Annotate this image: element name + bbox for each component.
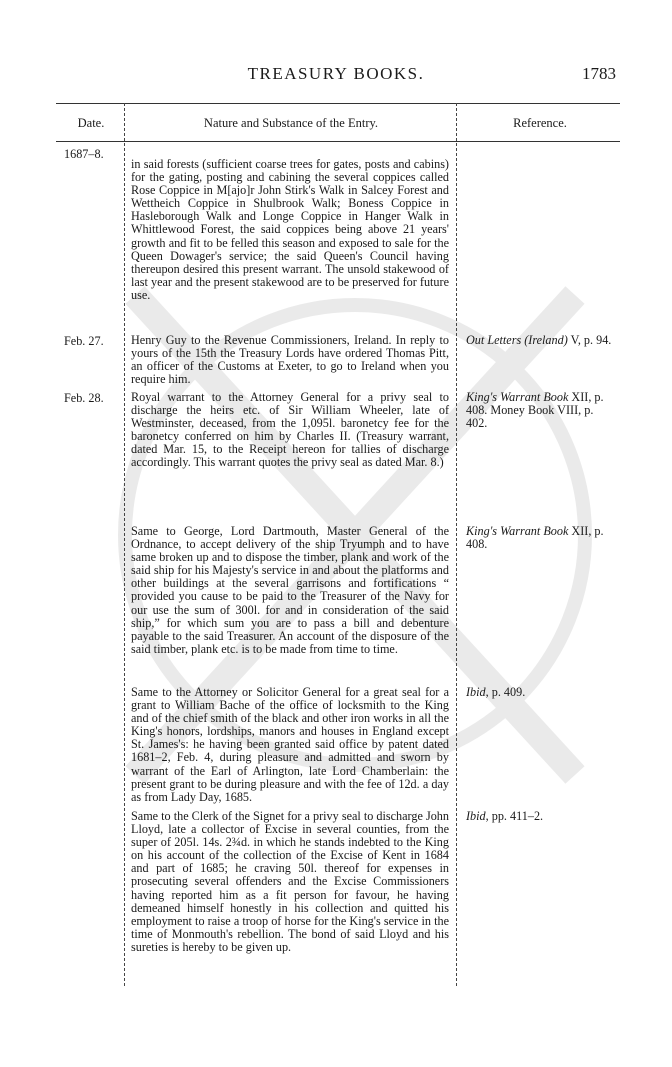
entry-text: Same to the Clerk of the Signet for a privy seal to discharge John Lloyd, late a collector of Excise in several counties, from the super of 205l. 14s. 2¾d. in which he stands indebted to the King on his account of the collection of the Excise of Kent in 1684 and part of 1685; he craving 50l. thereof for expenses in prosecuting several offenders and the Excise Commissioners having reported him as a fit person for favour, he having demeaned himself honestly in his collection and quitted his employment to raise a troop of horse for the King's service in the time of Monmouth's rebellion. The bond of said Lloyd and his sureties is hereby to be given up. [131,809,449,954]
top-rule [56,103,620,104]
reference-column-divider [456,103,457,988]
reference-source: King's Warrant Book [466,524,569,538]
entry-reference [466,810,616,823]
column-header-nature: Nature and Substance of the Entry. [203,116,379,130]
page-title: TREASURY BOOKS. [247,64,425,83]
entry-reference [466,686,616,699]
reference-detail: , p. 409. [485,685,526,699]
entry-date: Feb. 28. [64,391,104,405]
reference-source: Ibid [466,685,486,699]
reference-detail: XII, p. 408. [466,524,604,552]
date-column-divider [124,103,125,988]
reference-detail: XII, p. 408. Money Book VIII, p. 402. [466,390,604,431]
entry-text: Henry Guy to the Revenue Commissioners, Ireland. In reply to yours of the 15th the Treasury Lords have ordered Thomas Pitt, an officer of the Customs at Exeter, to go to Ireland when you require him. [131,333,449,387]
entry-date: 1687–8. [64,147,104,161]
reference-detail: V, p. 94. [567,333,612,347]
entry-date: Feb. 27. [64,334,104,348]
entry-text: Same to George, Lord Dartmouth, Master General of the Ordnance, to accept delivery of the ship Tryumph and to have same broken up and to dispose the timber, plank and work of the said ship for his Majesty's service in and about the platforms and other buildings at the several garrisons and fortifications “ provided you cause to be paid to the Treasurer of the Navy for our use the sum of 300l. for and in consideration of the said ship,” for which sum you are to pass a bill and debenture payable to the said Treasurer. An account of the disposure of the said timber, plank etc. is to be made from time to time. [131,524,449,656]
header-bottom-rule [56,141,620,142]
entry-reference [466,391,616,430]
entry-text: Royal warrant to the Attorney General for a privy seal to discharge the heirs etc. of Sir William Wheeler, late of Westminster, deceased, from the 1,095l. baronetcy fee for the baronetcy conferred on him by Charles II. (Treasury warrant, dated Mar. 15, to the Receipt hereon for tallies of discharge accordingly. This warrant quotes the privy seal as dated Mar. 8.) [131,390,449,470]
page-number: 1783 [582,64,616,83]
reference-source: Ibid [466,809,486,823]
column-header-reference: Reference. [513,116,567,130]
reference-source: Out Letters (Ireland) [466,333,568,347]
reference-source: King's Warrant Book [466,390,569,404]
entry-text: in said forests (sufficient coarse trees for gates, posts and cabins) for the gating, posting and cabining the several coppices called Rose Coppice in M[ajo]r John Stirk's Walk in Salcey Forest and Wettheich Coppice in Shulbrook Walk; Boness Coppice in Hasleborough Walk and Longe Coppice in Hanger Walk in Whittlewood Forest, the said coppices being above 21 years' growth and fit to be felled this season and exposed to sale for the Queen Dowager's service; the said Queen's Council having thereupon desired this present warrant. The unsold stakewood of last year and the present stakewood are to be preserved for future use. [131,157,449,302]
reference-detail: , pp. 411–2. [485,809,544,823]
entry-reference [466,334,616,347]
column-header-date: Date. [77,116,105,130]
entry-text: Same to the Attorney or Solicitor General for a great seal for a grant to William Bache of the office of locksmith to the King and of the chief smith of the black and other iron works in all the King's honors, lordships, manors and houses in England except St. James's: he having been granted said office by patent dated 1681–2, Feb. 4, during pleasure and admitted and sworn by warrant of the Earl of Arlington, late Lord Chamberlain: the present grant to be during pleasure and with the fee of 12d. a day as from Lady Day, 1685. [131,685,449,804]
entry-reference [466,525,616,551]
